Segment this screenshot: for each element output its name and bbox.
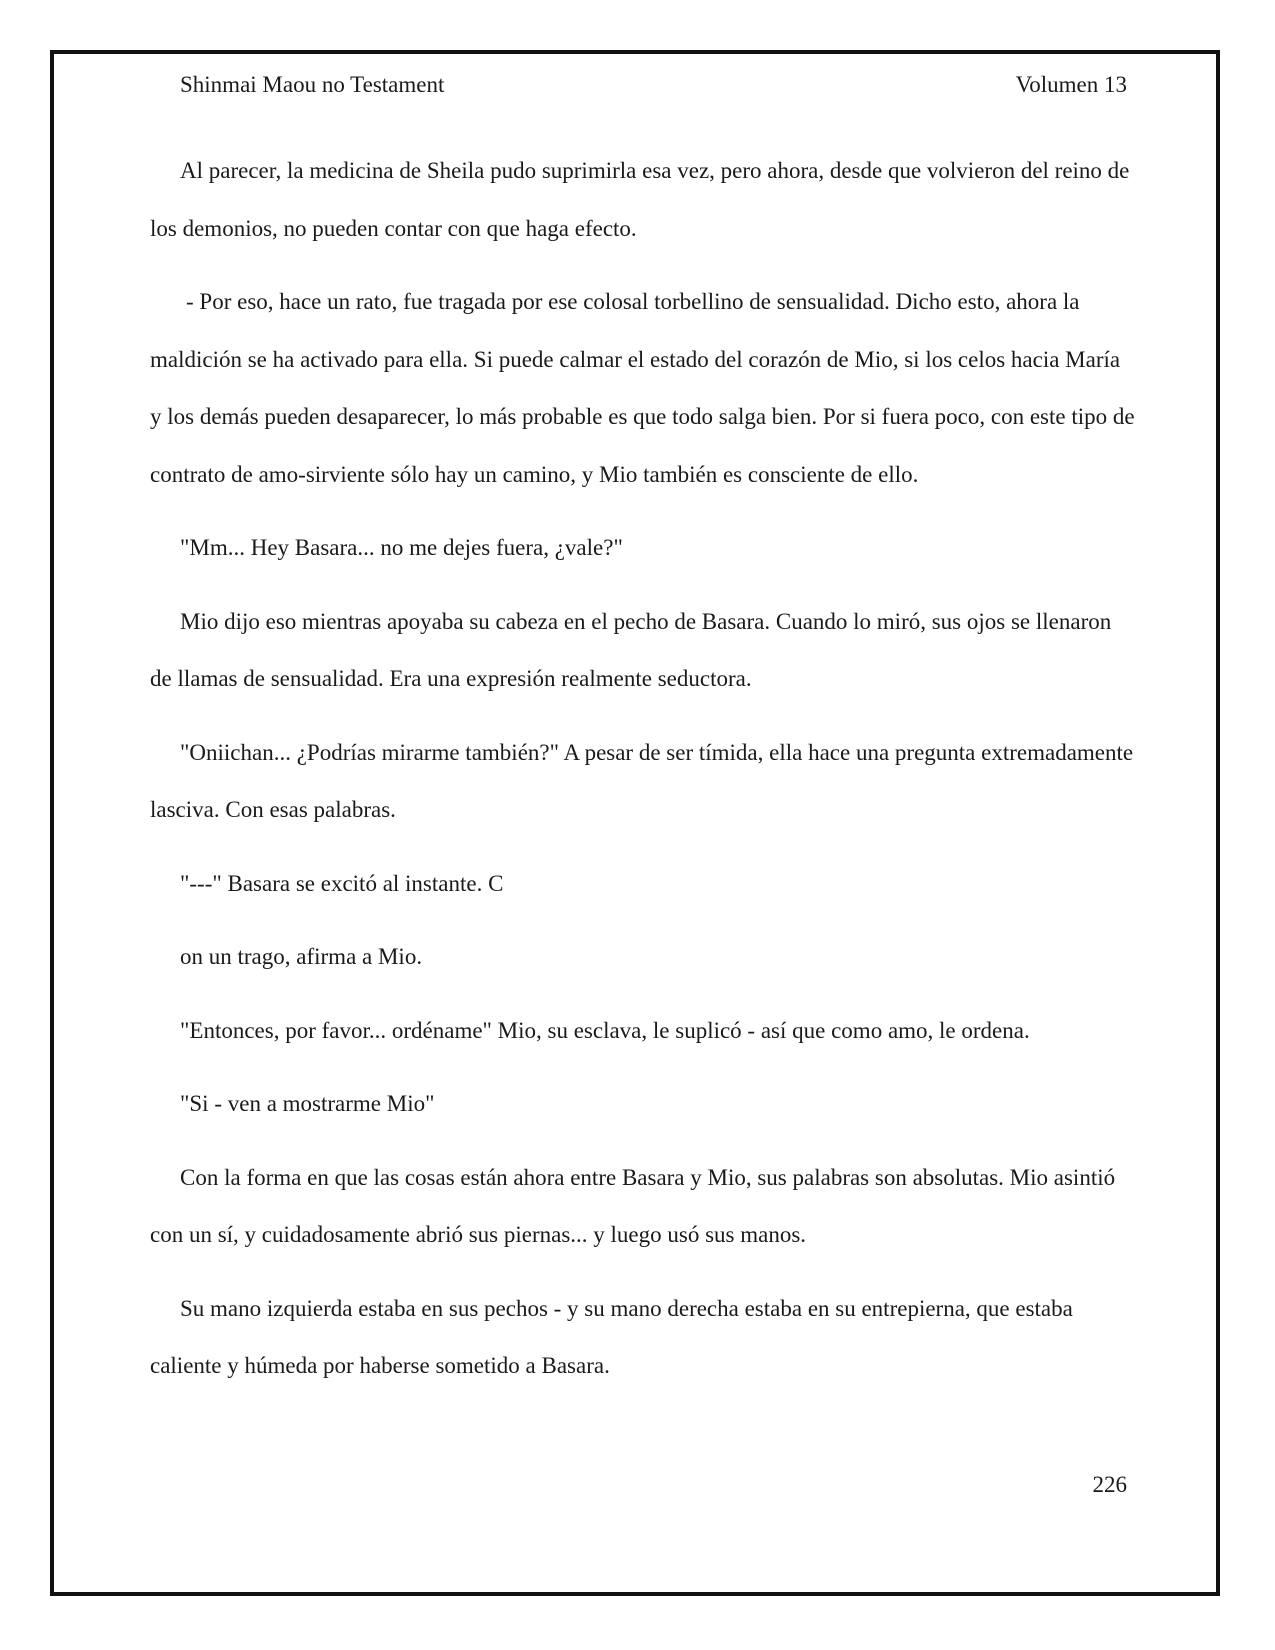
- paragraph: Con la forma en que las cosas están ahora entre Basara y Mio, sus palabras son absolutas. Mio asintió con un sí, y cuidadosamente abrió sus piernas... y luego usó sus manos.: [150, 1164, 1116, 1247]
- paragraph: Al parecer, la medicina de Sheila pudo suprimirla esa vez, pero ahora, desde que volvieron del reino de los demonios, no pueden contar con que haga efecto.: [150, 158, 1130, 241]
- page-number: 226: [1092, 1472, 1127, 1497]
- header-volume: Volumen 13: [1015, 72, 1127, 97]
- paragraph: "Entonces, por favor... ordéname" Mio, su esclava, le suplicó - así que como amo, le ordena.: [180, 1017, 1030, 1043]
- paragraph: on un trago, afirma a Mio.: [180, 944, 423, 969]
- header-title: Shinmai Maou no Testament: [180, 72, 445, 97]
- paragraph: "---" Basara se excitó al instante. C: [180, 870, 504, 896]
- paragraph: Mio dijo eso mientras apoyaba su cabeza en el pecho de Basara. Cuando lo miró, sus ojos se llenaron de llamas de sensualidad. Era una expresión realmente seductora.: [150, 608, 1112, 691]
- body-text: [150, 142, 1135, 1411]
- paragraph: "Si - ven a mostrarme Mio": [180, 1091, 435, 1116]
- paragraph: - Por eso, hace un rato, fue tragada por ese colosal torbellino de sensualidad. Dicho esto, ahora la maldición se ha activado para ella. Si puede calmar el estado del corazón de Mio, si los celos hacia María y los demás pueden desaparecer, lo más probable es que todo salga bien. Por si fuera poco, con este tipo de contrato de amo-sirviente sólo hay un camino, y Mio también es consciente de ello.: [150, 289, 1135, 487]
- paragraph: "Oniichan... ¿Podrías mirarme también?" A pesar de ser tímida, ella hace una pregunta extremadamente lasciva. Con esas palabras.: [150, 739, 1134, 822]
- paragraph: "Mm... Hey Basara... no me dejes fuera, ¿vale?": [180, 535, 623, 560]
- paragraph: Su mano izquierda estaba en sus pechos - y su mano derecha estaba en su entrepierna, que estaba caliente y húmeda por haberse sometido a Basara.: [150, 1295, 1073, 1378]
